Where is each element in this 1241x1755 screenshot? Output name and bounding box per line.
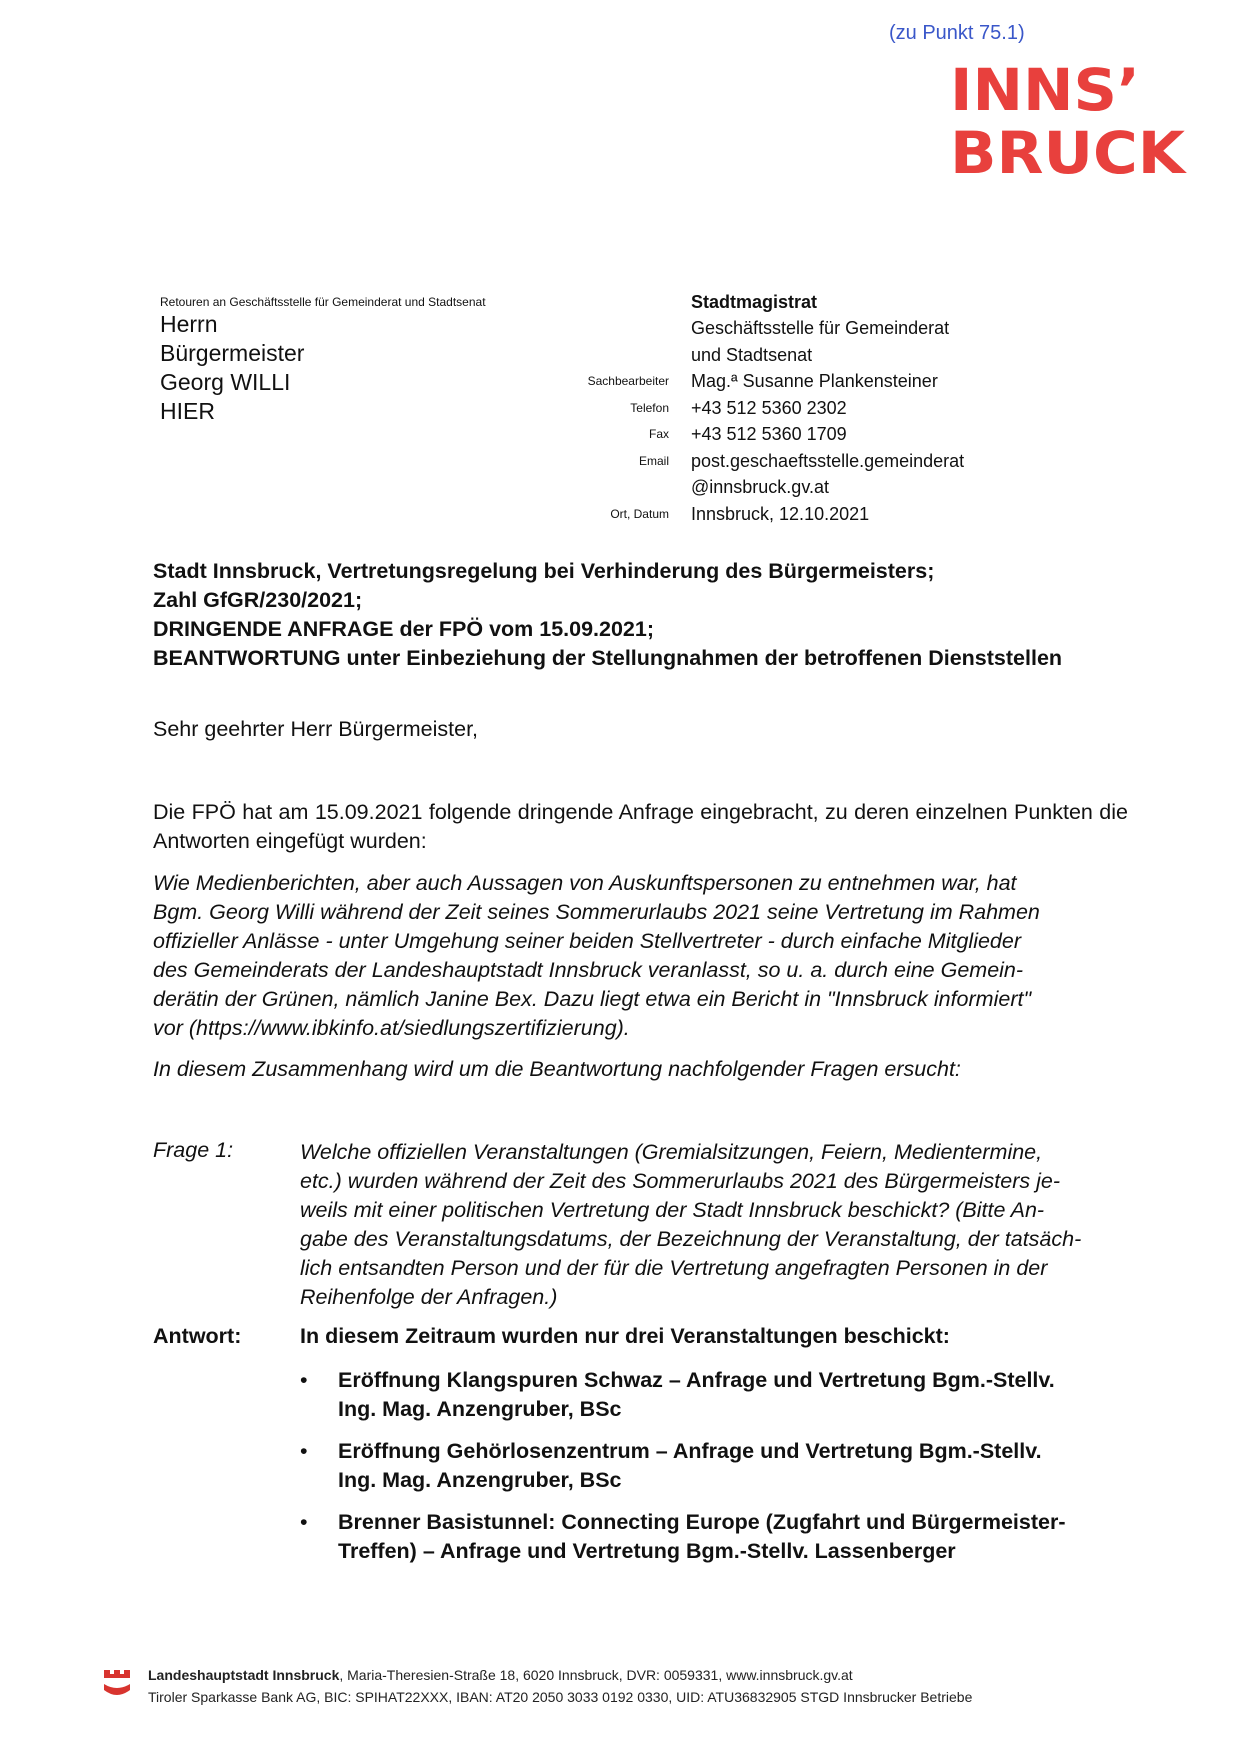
recipient-line: Bürgermeister bbox=[160, 340, 305, 366]
agenda-reference: (zu Punkt 75.1) bbox=[889, 22, 1025, 44]
list-item: • Brenner Basistunnel: Connecting Europe (Zugfahrt und Bürgermeister- Treffen) – Anfrage und Vertretung Bgm.-Stellv. Lassenberger bbox=[300, 1510, 1066, 1563]
bullet-icon: • bbox=[300, 1439, 308, 1463]
clerk-label: Sachbearbeiter bbox=[587, 374, 669, 388]
sender-department: und Stadtsenat bbox=[691, 344, 813, 365]
footer-address: , Maria-Theresien-Straße 18, 6020 Innsbruck, DVR: 0059331, www.innsbruck.gv.at bbox=[339, 1667, 853, 1683]
question-text bbox=[300, 1138, 1140, 1312]
innsbruck-logo bbox=[950, 58, 1190, 178]
answer-list bbox=[300, 1366, 1130, 1579]
subject-block bbox=[153, 557, 1062, 673]
fax-number: +43 512 5360 1709 bbox=[691, 424, 847, 444]
phone-number: +43 512 5360 2302 bbox=[691, 397, 847, 418]
subject-line: DRINGENDE ANFRAGE der FPÖ vom 15.09.2021; bbox=[153, 617, 655, 641]
inquiry-request: In diesem Zusammenhang wird um die Beantwortung nachfolgender Fragen ersucht: bbox=[153, 1057, 961, 1081]
date-label: Ort, Datum bbox=[610, 506, 669, 521]
subject-line: BEANTWORTUNG unter Einbeziehung der Stellungnahmen der betroffenen Dienststellen bbox=[153, 646, 1063, 670]
greeting: Sehr geehrter Herr Bürgermeister, bbox=[153, 717, 479, 741]
bullet-icon: • bbox=[300, 1368, 308, 1392]
phone-label: Telefon bbox=[630, 400, 669, 415]
sender-department: Geschäftsstelle für Gemeinderat bbox=[691, 318, 950, 338]
email-address: post.geschaeftsstelle.gemeinderat bbox=[691, 450, 965, 471]
footer-bank-line: Tiroler Sparkasse Bank AG, BIC: SPIHAT22XXX, IBAN: AT20 2050 3033 0192 0330, UID: ATU36832905 STGD Innsbrucker Betriebe bbox=[148, 1689, 973, 1705]
quote-line: Bgm. Georg Willi während der Zeit seines Sommerurlaubs 2021 seine Vertretung im Rahmen bbox=[153, 900, 1040, 924]
subject-line: Zahl GfGR/230/2021; bbox=[153, 588, 363, 612]
list-item: • Eröffnung Gehörlosenzentrum – Anfrage und Vertretung Bgm.-Stellv. Ing. Mag. Anzengruber, BSc bbox=[300, 1439, 1042, 1492]
recipient-line: Herrn bbox=[160, 311, 218, 337]
logo-line-1: INNS’ bbox=[950, 58, 1140, 124]
question-line: Welche offiziellen Veranstaltungen (Gremialsitzungen, Feiern, Medientermine, bbox=[300, 1140, 1043, 1164]
answer-label: Antwort: bbox=[153, 1324, 242, 1348]
inquiry-quote bbox=[153, 869, 1138, 1043]
list-item: • Eröffnung Klangspuren Schwaz – Anfrage und Vertretung Bgm.-Stellv. Ing. Mag. Anzengruber, BSc bbox=[300, 1368, 1055, 1421]
logo-line-2: BRUCK bbox=[950, 119, 1188, 178]
city-emblem-icon bbox=[102, 1666, 132, 1698]
return-address-line: Retouren an Geschäftsstelle für Gemeinderat und Stadtsenat bbox=[160, 295, 486, 309]
answer-text: In diesem Zeitraum wurden nur drei Veranstaltungen beschickt: bbox=[300, 1324, 950, 1348]
question-line: etc.) wurden während der Zeit des Sommerurlaubs 2021 des Bürgermeisters je- bbox=[300, 1169, 1061, 1193]
subject-line: Stadt Innsbruck, Vertretungsregelung bei Verhinderung des Bürgermeisters; bbox=[153, 559, 935, 583]
sender-info-block bbox=[560, 286, 964, 525]
recipient-line: Georg WILLI bbox=[160, 369, 291, 395]
question-label: Frage 1: bbox=[153, 1138, 234, 1162]
bullet-icon: • bbox=[300, 1510, 308, 1534]
place-date: Innsbruck, 12.10.2021 bbox=[691, 503, 870, 524]
quote-line: Wie Medienberichten, aber auch Aussagen von Auskunftspersonen zu entnehmen war, hat bbox=[153, 871, 1017, 895]
question-line: weils mit einer politischen Vertretung der Stadt Innsbruck beschickt? (Bitte An- bbox=[300, 1198, 1045, 1222]
quote-line: des Gemeinderats der Landeshauptstadt Innsbruck veranlasst, so u. a. durch eine Gemein- bbox=[153, 958, 1024, 982]
quote-line: derätin der Grünen, nämlich Janine Bex. Dazu liegt etwa ein Bericht in "Innsbruck informiert" bbox=[153, 987, 1032, 1011]
sender-office: Stadtmagistrat bbox=[691, 291, 818, 312]
footer-org: Landeshauptstadt Innsbruck bbox=[148, 1667, 340, 1683]
email-label: Email bbox=[638, 453, 669, 468]
recipient-line: HIER bbox=[160, 398, 215, 424]
footer-line bbox=[148, 1664, 972, 1686]
question-line: Reihenfolge der Anfragen.) bbox=[300, 1285, 558, 1309]
question-line: gabe des Veranstaltungsdatums, der Bezeichnung der Veranstaltung, der tatsäch- bbox=[300, 1227, 1082, 1251]
quote-line: vor (https://www.ibkinfo.at/siedlungszertifizierung). bbox=[153, 1016, 630, 1040]
question-line: lich entsandten Person und der für die Vertretung angefragten Personen in der bbox=[300, 1256, 1048, 1280]
email-domain: @innsbruck.gv.at bbox=[691, 477, 829, 497]
intro-paragraph: Die FPÖ hat am 15.09.2021 folgende dringende Anfrage eingebracht, zu deren einzelnen Punkten die Antworten eingefügt wurden: bbox=[153, 800, 1128, 853]
quote-line: offizieller Anlässe - unter Umgehung seiner beiden Stellvertreter - durch einfache Mitglieder bbox=[153, 929, 1021, 953]
fax-label: Fax bbox=[648, 427, 669, 441]
clerk-name: Mag.ª Susanne Plankensteiner bbox=[691, 371, 938, 391]
recipient-block bbox=[160, 310, 304, 426]
